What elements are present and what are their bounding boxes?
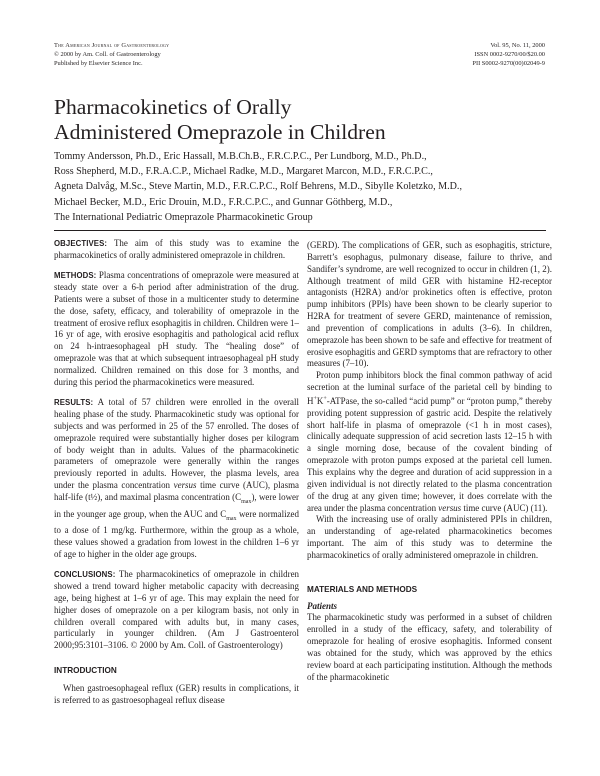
results-text: were normalized to a dose of 1 mg/kg. Furthermore, within the group as a whole, these values showed a gradation from lowest in the children 1–6 yr of age to higher in the older age groups.	[54, 508, 299, 559]
intro-text: -ATPase, the so-called “acid pump” or “proton pump,” thereby providing potent suppression of gastric acid. Despite the relatively short half-life in plasma of omeprazole (<1 h in most cases), clinically adequate suppression of acid secretion lasts 12–15 h with a single morning dose, because of the covalent binding of omeprazole with proton pumps exposed at the parietal cell lumen. This explains why the degree and duration of acid suppression in a given individual is not directly related to the plasma concentration of the drug at any given time; however, it does correlate with the area under the plasma concentration	[307, 395, 552, 513]
journal-header-left	[54, 41, 169, 68]
results-text: ), were lower in the younger age group, when the AUC and C	[54, 491, 299, 519]
title-divider	[54, 230, 546, 231]
pii-line: PII S0002-9270(00)02049-9	[472, 60, 545, 67]
author-line: Tommy Andersson, Ph.D., Eric Hassall, M.B.Ch.B., F.R.C.P.C., Per Lundborg, M.D., Ph.D.,	[54, 151, 427, 162]
results-text: time curve (AUC), plasma half-life (t½), and maximal plasma concentration (C	[54, 480, 299, 502]
methods-label: METHODS:	[54, 271, 97, 281]
methods-paragraph: The pharmacokinetic study was performed in a subset of children enrolled in a study of the efficacy, safety, and tolerability of omeprazole for healing of erosive esophagitis. Informed consent was obtained for the study, which was approved by the ethics review board at each participating institution. Although the methods of the pharmacokinetic	[307, 612, 552, 682]
abstract-results	[54, 397, 299, 561]
patients-subheading: Patients	[307, 600, 338, 611]
publisher-line: Published by Elsevier Science Inc.	[54, 60, 143, 67]
left-column	[54, 238, 299, 707]
conclusions-text: The pharmacokinetics of omeprazole in children showed a trend toward higher metabolic capacity with decreasing age, being highest at 1–6 yr of age. This may explain the need for higher doses of omeprazole on a per kilogram basis, not only in children overall compared with adults but, in many cases, particularly in younger children. (Am J Gastroenterol 2000;95:3101–3106. © 2000 by Am. Coll. of Gastroenterology)	[54, 569, 300, 651]
intro-text: time curve (AUC) (11).	[461, 502, 548, 513]
intro-paragraph: When gastroesophageal reflux (GER) results in complications, it is referred to as gastroesophageal reflux disease	[54, 682, 299, 705]
abstract-objectives	[54, 238, 299, 262]
results-label: RESULTS:	[54, 398, 94, 408]
abstract-conclusions	[54, 569, 299, 652]
article-title	[54, 95, 554, 145]
author-list	[54, 149, 554, 225]
author-line: Michael Becker, M.D., Eric Drouin, M.D., F.R.C.P.C., and Gunnar Göthberg, M.D.,	[54, 196, 393, 208]
journal-name: The American Journal of Gastroenterology	[54, 42, 170, 49]
introduction-heading: INTRODUCTION	[54, 666, 117, 676]
superscript: +	[313, 395, 317, 402]
volume-line: Vol. 95, No. 11, 2000	[490, 42, 545, 49]
author-line: Agneta Dalvåg, M.Sc., Steve Martin, M.D., F.R.C.P.C., Rolf Behrens, M.D., Sibylle Koletzko, M.D.,	[54, 181, 462, 193]
author-line: Ross Shepherd, M.D., F.R.A.C.P., Michael Radke, M.D., Margaret Marcon, M.D., F.R.C.P.C.,	[54, 166, 433, 178]
title-line: Administered Omeprazole in Children	[54, 120, 386, 144]
methods-heading: MATERIALS AND METHODS	[307, 584, 418, 594]
objectives-label: OBJECTIVES:	[54, 239, 108, 248]
issn-line: ISSN 0002-9270/00/$20.00	[474, 51, 545, 58]
title-line: Pharmacokinetics of Orally	[54, 95, 292, 119]
intro-paragraph-continued: (GERD). The complications of GER, such as esophagitis, stricture, Barrett’s esophagus, pulmonary disease, failure to thrive, and Sandifer’s syndrome, are well recognized to occur in children (1, 2). Although treatment of mild GER with histamine H2-receptor antagonists (H2RA) and/or prokinetics often is effective, proton pump inhibitors (PPIs) have been shown to be clearly superior to H2RA for treatment of severe GERD, maintenance of remission, and prevention of complications in adults (3–6). In children, omeprazole has been shown to be safe and effective for treatment of erosive esophagitis and GERD symptoms that are refractory to other measures (7–10).	[307, 240, 552, 369]
copyright-line: © 2000 by Am. Coll. of Gastroenterology	[54, 51, 161, 58]
results-cmax-sub: max	[226, 515, 237, 522]
intro-versus: versus	[438, 502, 462, 513]
intro-paragraph: With the increasing use of orally administered PPIs in children, an understanding of age-related pharmacokinetics becomes important. The aim of this study was to determine the pharmacokinetics of orally administered omeprazole in children.	[307, 514, 552, 560]
intro-text: Proton pump inhibitors block the final common pathway of acid secretion at the luminal surface of the parietal cell by binding to H	[307, 370, 552, 406]
intro-text: K	[316, 395, 324, 406]
methods-text: Plasma concentrations of omeprazole were measured at steady state over a 6-h period after administration of the drug. Patients were a subset of those in a multicenter study to determine the dose, safety, efficacy, and tolerability of omeprazole in the treatment of erosive reflux esophagitis in children. Children were 1–16 yr of age, with erosive esophagitis and pathological acid reflux on 24 h-intraesophageal pH study. The “healing dose” of omeprazole was that at which subsequent intraesophageal pH study normalized. Children remained on this dose for 3 months, and during this period the pharmacokinetics were measured.	[54, 270, 299, 387]
objectives-text: The aim of this study was to examine the pharmacokinetics of orally administered omeprazole in children.	[54, 238, 299, 260]
author-line: The International Pediatric Omeprazole Pharmacokinetic Group	[54, 211, 313, 223]
results-cmax-sub: max	[241, 498, 252, 505]
results-versus: versus	[173, 480, 197, 491]
superscript: +	[323, 395, 327, 402]
right-column	[307, 240, 552, 684]
conclusions-label: CONCLUSIONS:	[54, 570, 116, 580]
intro-paragraph	[307, 370, 552, 514]
abstract-methods	[54, 270, 299, 388]
results-text: A total of 57 children were enrolled in the overall healing phase of the study. Pharmacokinetic study was optional for subjects and was performed in 25 of the 57 enrolled. The doses of omeprazole required were substantially higher doses per kilogram of body weight than in adults. Values of the pharmacokinetic parameters of omeprazole were generally within the ranges previously reported in adults. However, the plasma levels, area under the plasma concentration	[54, 397, 299, 491]
journal-header-right	[472, 41, 545, 68]
